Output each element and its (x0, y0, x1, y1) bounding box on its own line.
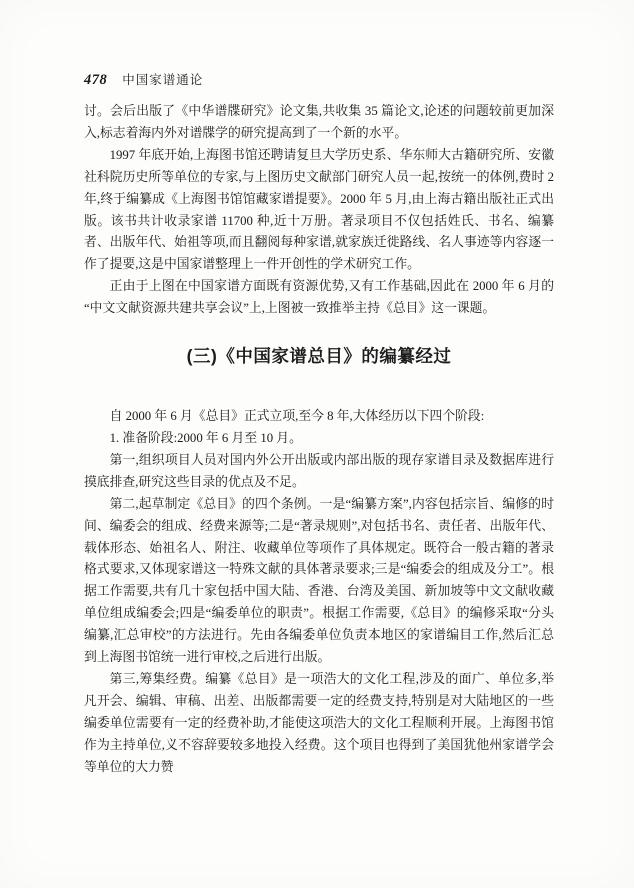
paragraph: 自 2000 年 6 月《总目》正式立项,至今 8 年,大体经历以下四个阶段: (109, 409, 485, 424)
running-title: 中国家谱通论 (122, 73, 204, 87)
paragraph: 第一,组织项目人员对国内外公开出版或内部出版的现存家谱目录及数据库进行摸底排查,研究这些目录的优点及不足。 (84, 452, 554, 489)
paragraph: 第二,起草制定《总目》的四个条例。一是“编纂方案”,内容包括宗旨、编修的时间、编委会的组成、经费来源等;二是“著录规则”,对包括书名、责任者、出版年代、载体形态、始祖名人、附注、收藏单位等项作了具体规定。既符合一般古籍的著录格式要求,又体现家谱这一特殊文献的具体著录要求;三是“编委会的组成及分工”。根据工作需要,共有几十家包括中国大陆、香港、台湾及美国、新加坡等中文文献收藏单位组成编委会;四是“编委单位的职责”。根据工作需要,《总目》的编修采取“分头编纂,汇总审校”的方法进行。先由各编委单位负责本地区的家谱编目工作,然后汇总到上海图书馆统一进行审校,之后进行出版。 (84, 496, 554, 665)
section-heading: (三)《中国家谱总目》的编纂经过 (186, 346, 452, 367)
paragraph: 1997 年底开始,上海图书馆还聘请复旦大学历史系、华东师大古籍研究所、安徽社科院历史所等单位的专家,与上图历史文献部门研究人员一起,按统一的体例,费时 2 年,终于编纂成《上海图书馆馆藏家谱提要》。2000 年 5 月,由上海古籍出版社正式出版。该书共计收录家谱 11700 种,近十万册。著录项目不仅包括姓氏、书名、编纂者、出版年代、始祖等项,而且翻阅每种家谱,就家族迁徙路线、名人事迹等内容逐一作了提要,这是中国家谱整理上一件开创性的学术研究工作。 (84, 147, 554, 272)
paragraph: 第三,筹集经费。编纂《总目》是一项浩大的文化工程,涉及的面广、单位多,举凡开会、编辑、审稿、出差、出版都需要一定的经费支持,特别是对大陆地区的一些编委单位需要有一定的经费补助,才能使这项浩大的文化工程顺利开展。上海图书馆作为主持单位,义不容辞要较多地投入经费。这个项目也得到了美国犹他州家谱学会等单位的大力赞 (84, 671, 554, 774)
paragraph-continuation: 讨。会后出版了《中华谱牒研究》论文集,共收集 35 篇论文,论述的问题较前更加深入,标志着海内外对谱牒学的研究提高到了一个新的水平。 (84, 104, 554, 140)
page-body (84, 101, 554, 778)
page-number: 478 (84, 72, 108, 88)
page-header (84, 70, 554, 89)
paragraph-numbered-stage: 1. 准备阶段:2000 年 6 月至 10 月。 (109, 430, 302, 445)
paragraph: 正由于上图在中国家谱方面既有资源优势,又有工作基础,因此在 2000 年 6 月的“中文文献资源共建共享会议”上,上图被一致推举主持《总目》这一课题。 (84, 279, 554, 316)
